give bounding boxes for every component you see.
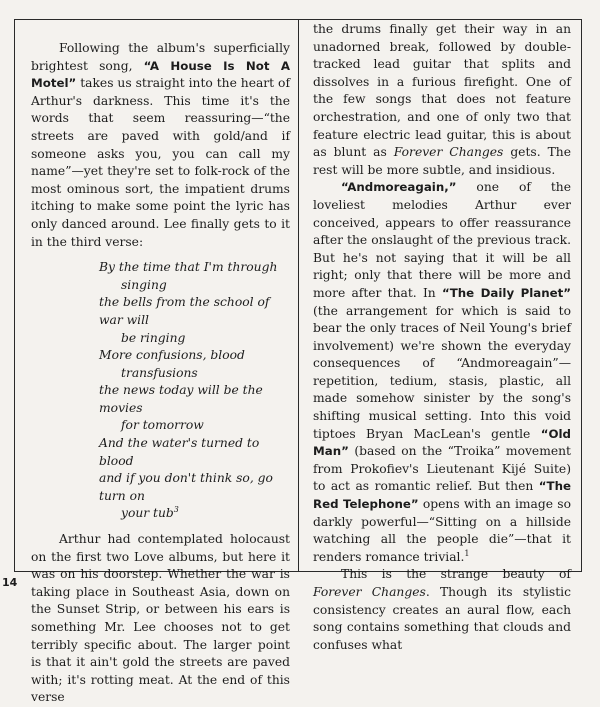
lyric-line: And the water's turned to blood [99, 436, 260, 468]
lyric-verse [99, 259, 290, 523]
body-text: one of the loveliest melodies Arthur ever conceived, appears to offer reassurance after the onslaught of the previous track. But he's not saying that it will be all right; only that there will be more and more after that. In [313, 180, 571, 300]
song-title: “The Red Telephone” [313, 479, 571, 512]
lyric-text: your tub [121, 506, 174, 521]
album-title: Forever Changes [313, 585, 426, 599]
song-title: “Andmoreagain,” [341, 180, 457, 195]
paragraph [313, 21, 571, 179]
paragraph: Arthur had contemplated holocaust on the first two Love albums, but here it was on his doorstep. Whether the war is taking place in Southeast Asia, down on the Sunset Strip, or between his ears is something Mr. Lee chooses not to get terribly specific about. The larger point is that it ain't gold the streets are paved with; it's rotting meat. At the end of this verse [31, 532, 290, 705]
lyric-line: singing [121, 277, 167, 292]
lyric-line [99, 505, 290, 523]
body-text: This is the strange beauty of [341, 567, 571, 582]
lyric-line: and if you don't think so, go turn on [99, 471, 273, 503]
page-frame [14, 19, 582, 705]
body-text: gets. The rest will be more subtle, and insidious. [313, 145, 571, 177]
song-title: “A House Is Not A Motel” [31, 58, 290, 91]
body-text: (the arrangement for which is said to bear the only traces of Neil Young's brief involvement) we're shown the everyday consequences of “Andmoreagain”—repetition, tedium, stasis, plastic, all made somehow sinister by the song's shifting musical setting. Into this void tiptoes Bryan MacLean's gentle [313, 303, 571, 441]
paragraph [31, 40, 290, 251]
footnote-marker: 1 [464, 548, 470, 558]
body-text: . Though its stylistic consistency creates an aural flow, each song contains something that clouds and confuses what [313, 585, 571, 652]
song-title: “The Daily Planet” [441, 285, 572, 300]
paragraph [313, 566, 571, 654]
body-text: opens with an image so darkly powerful—“Sitting on a hillside watching all the people die”—that it renders romance trivial. [313, 497, 572, 564]
lyric-line: the news today will be the movies [99, 383, 263, 415]
page-number: 14 [2, 576, 18, 589]
paragraph [313, 179, 571, 566]
lyric-line: More confusions, blood [99, 348, 245, 363]
body-text: (based on the “Troika” movement from Prokofiev's Lieutenant Kijé Suite) to act as romantic relief. But then [313, 444, 571, 494]
lyric-line: By the time that I'm through [99, 260, 278, 275]
body-text: takes us straight into the heart of Arthur's darkness. This time it's the words that seem reassuring—“the streets are paved with gold/and if someone asks you, you can call my name”—yet they're set to folk-rock of the most ominous sort, the impatient drums itching to make some point the lyric has only danced around. Lee finally gets to it in the third verse: [31, 76, 290, 249]
lyric-line: be ringing [121, 330, 186, 345]
lyric-line: the bells from the school of war will [99, 295, 270, 327]
song-title: “Old Man” [313, 426, 571, 459]
body-text: the drums finally get their way in an unadorned break, followed by double-tracked lead guitar that splits and dissolves in a furious firefight. One of the few songs that does not feature orchestration, and one of only two that feature electric lead guitar, this is about as blunt as [313, 22, 571, 160]
right-column [299, 20, 581, 652]
album-title: Forever Changes [393, 145, 504, 160]
footnote-marker: 3 [173, 505, 179, 515]
left-column [15, 20, 299, 705]
body-text: Following the album's superficially brightest song, [31, 41, 290, 73]
lyric-line: for tomorrow [121, 418, 204, 433]
lyric-line: transfusions [121, 365, 198, 380]
